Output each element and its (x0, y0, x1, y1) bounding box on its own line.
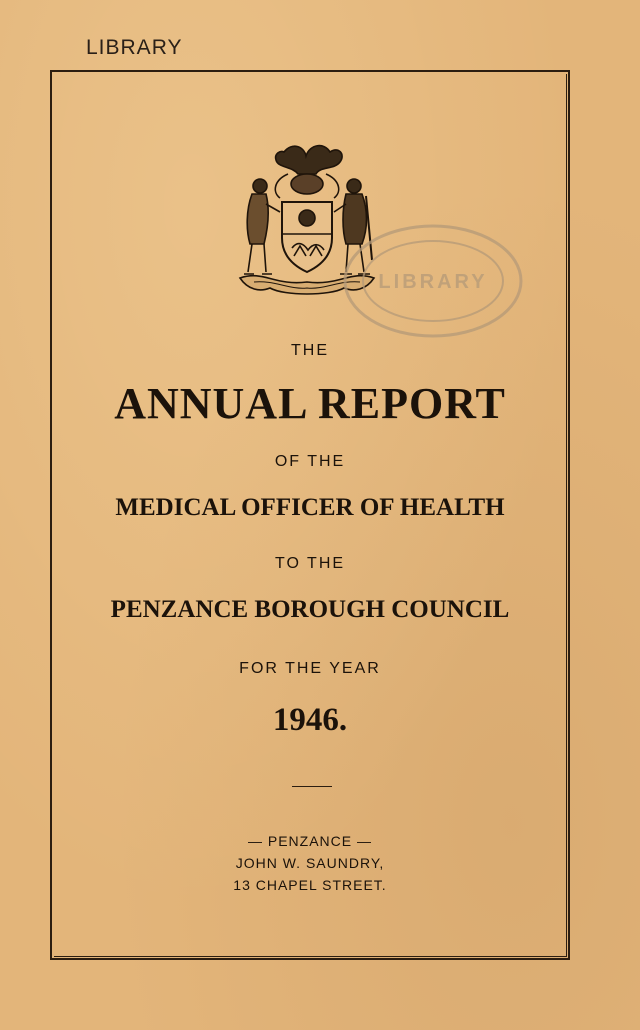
heading-the: THE (291, 342, 329, 359)
report-year: 1946. (272, 702, 348, 738)
publisher-address: 13 CHAPEL STREET. (233, 877, 387, 893)
heading-of-the: OF THE (274, 453, 346, 470)
heading-for-the-year: FOR THE YEAR (239, 660, 381, 677)
library-stamp-label: LIBRARY (86, 36, 183, 59)
divider-rule (292, 786, 332, 787)
council-title: PENZANCE BOROUGH COUNCIL (110, 596, 510, 623)
publisher-name: JOHN W. SAUNDRY, (235, 855, 385, 871)
heading-to-the: TO THE (274, 555, 346, 572)
office-title: MEDICAL OFFICER OF HEALTH (115, 494, 505, 521)
publisher-town: — PENZANCE — (247, 833, 372, 849)
report-title: ANNUAL REPORT (114, 379, 506, 428)
library-seal-icon (340, 220, 526, 342)
seal-text: LIBRARY (378, 271, 488, 293)
